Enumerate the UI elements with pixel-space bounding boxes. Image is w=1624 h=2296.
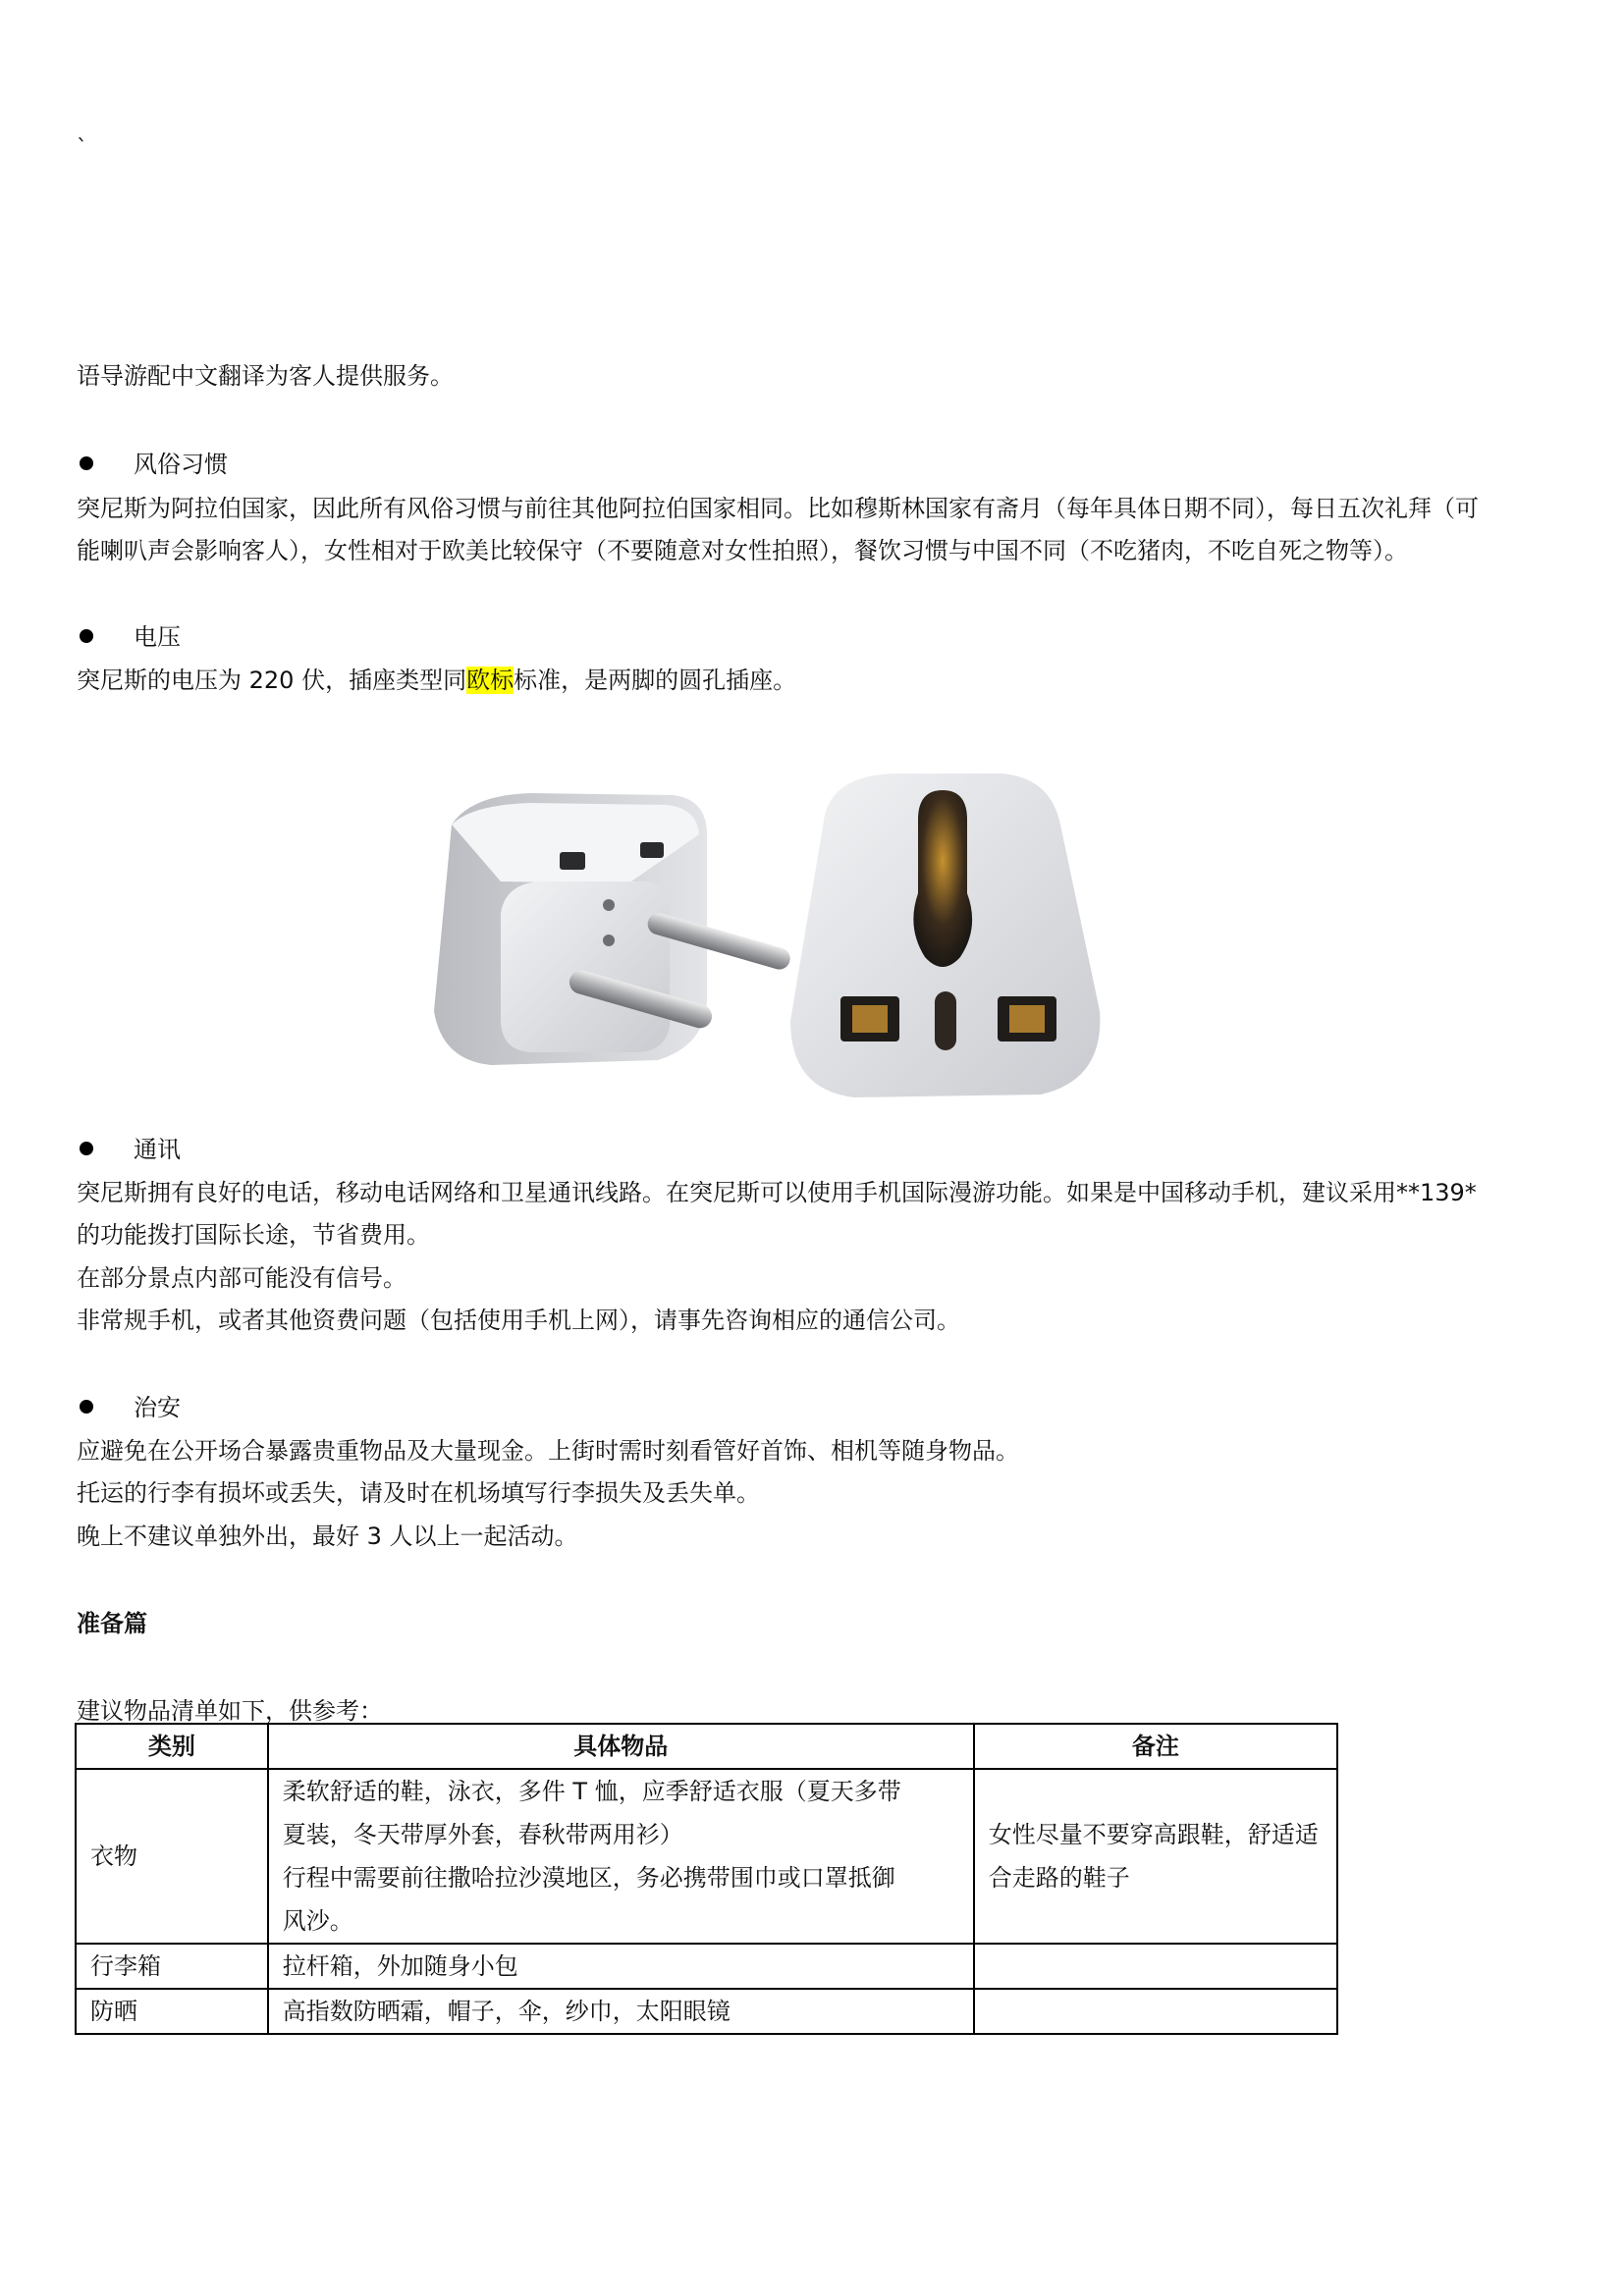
- header-items: 具体物品: [268, 1724, 974, 1769]
- comms-line: 在部分景点内部可能没有信号。: [77, 1264, 406, 1292]
- items-table: [75, 1723, 1338, 2035]
- bullet-icon: [80, 1400, 93, 1414]
- item-line: 行程中需要前往撒哈拉沙漠地区，务必携带围巾或口罩抵御: [282, 1864, 895, 1892]
- customs-line: 突尼斯为阿拉伯国家，因此所有风俗习惯与前往其他阿拉伯国家相同。比如穆斯林国家有斋月（每年具体日期不同），每日五次礼拜（可: [77, 495, 1479, 522]
- row-items: [268, 1989, 974, 2034]
- comms-heading: [77, 1129, 181, 1171]
- comms-line: 突尼斯拥有良好的电话，移动电话网络和卫星通讯线路。在突尼斯可以使用手机国际漫游功能。如果是中国移动手机，建议采用**139*: [77, 1179, 1477, 1206]
- security-heading-label: 治安: [134, 1394, 181, 1421]
- intro-line: 语导游配中文翻译为客人提供服务。: [77, 362, 454, 390]
- note-line: 女性尽量不要穿高跟鞋，舒适适: [988, 1821, 1319, 1848]
- table-row: [76, 1989, 1337, 2034]
- item-line: 夏装，冬天带厚外套，春秋带两用衫）: [282, 1821, 683, 1848]
- row-items: [268, 1769, 974, 1944]
- row-items: [268, 1944, 974, 1989]
- bullet-icon: [80, 629, 93, 643]
- plug-adapter-photo: [412, 766, 1227, 1119]
- voltage-heading: [77, 616, 181, 659]
- note-line: 合走路的鞋子: [988, 1864, 1130, 1892]
- voltage-text-before: 突尼斯的电压为 220 伏，插座类型同: [77, 667, 467, 694]
- row-category: 行李箱: [76, 1944, 268, 1989]
- customs-heading-label: 风俗习惯: [134, 451, 228, 478]
- customs-line: 能喇叭声会影响客人），女性相对于欧美比较保守（不要随意对女性拍照），餐饮习惯与中国不同（不吃猪肉，不吃自死之物等）。: [77, 537, 1408, 564]
- security-line: 托运的行李有损坏或丢失，请及时在机场填写行李损失及丢失单。: [77, 1479, 760, 1507]
- row-category: 防晒: [76, 1989, 268, 2034]
- row-note: [974, 1769, 1337, 1944]
- voltage-line: [77, 660, 1569, 702]
- bullet-icon: [80, 456, 93, 470]
- prep-heading: 准备篇: [77, 1610, 147, 1637]
- security-line: 应避免在公开场合暴露贵重物品及大量现金。上街时需时刻看管好首饰、相机等随身物品。: [77, 1437, 1019, 1465]
- table-header-row: [76, 1724, 1337, 1769]
- page-mark: `: [77, 136, 87, 161]
- row-note: [974, 1989, 1337, 2034]
- voltage-text-after: 标准，是两脚的圆孔插座。: [514, 667, 797, 694]
- header-category: 类别: [76, 1724, 268, 1769]
- customs-heading: [77, 444, 228, 486]
- voltage-heading-label: 电压: [134, 623, 181, 651]
- adapter-side-view: [434, 793, 792, 1065]
- row-note: [974, 1944, 1337, 1989]
- bullet-icon: [80, 1142, 93, 1155]
- comms-line: 非常规手机，或者其他资费问题（包括使用手机上网），请事先咨询相应的通信公司。: [77, 1307, 960, 1334]
- comms-line: 的功能拨打国际长途，节省费用。: [77, 1221, 430, 1249]
- security-heading: [77, 1387, 181, 1429]
- highlighted-term: 欧标: [466, 667, 514, 694]
- item-line: 高指数防晒霜，帽子，伞，纱巾，太阳眼镜: [282, 1998, 731, 2025]
- list-intro: 建议物品清单如下，供参考：: [77, 1697, 383, 1725]
- header-notes: 备注: [974, 1724, 1337, 1769]
- item-line: 拉杆箱，外加随身小包: [282, 1952, 518, 1980]
- adapter-front-view: [790, 774, 1100, 1097]
- item-line: 柔软舒适的鞋，泳衣，多件 T 恤，应季舒适衣服（夏天多带: [282, 1778, 901, 1805]
- row-category: 衣物: [76, 1769, 268, 1944]
- table-row: [76, 1944, 1337, 1989]
- table-row: [76, 1769, 1337, 1944]
- comms-heading-label: 通讯: [134, 1136, 181, 1163]
- security-line: 晚上不建议单独外出，最好 3 人以上一起活动。: [77, 1522, 578, 1550]
- item-line: 风沙。: [282, 1907, 353, 1935]
